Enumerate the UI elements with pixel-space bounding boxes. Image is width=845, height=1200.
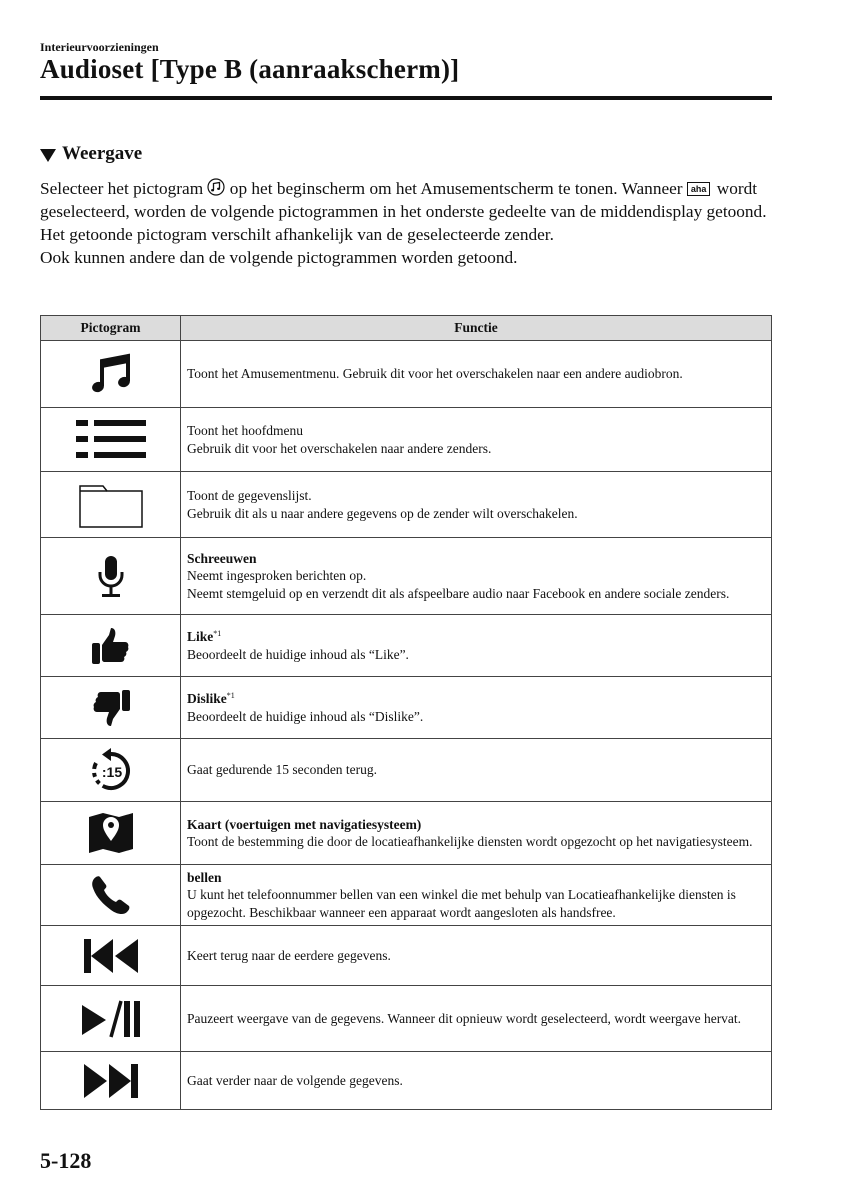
- table-header-row: [41, 316, 772, 341]
- row-description: bellen U kunt het telefoonnummer bellen van een winkel die met behulp van Locatieafhankelijke diensten is opgezocht. Beschikbaar wanneer een apparaat wordt aangesloten als handsfree.: [181, 865, 772, 926]
- table-row: [41, 926, 772, 986]
- page-title: Audioset [Type B (aanraakscherm)]: [40, 54, 460, 84]
- table-row: [41, 341, 772, 408]
- music-note-inline-icon: [207, 178, 225, 196]
- col-header-pictogram: Pictogram: [41, 316, 181, 341]
- next-track-icon: [41, 1052, 181, 1110]
- thumbs-up-icon: [41, 615, 181, 677]
- table-row: [41, 408, 772, 472]
- table-row: [41, 472, 772, 538]
- rewind-15-label: :15: [101, 764, 122, 780]
- table-row: [41, 538, 772, 615]
- folder-icon: [41, 472, 181, 538]
- table-row: [41, 1052, 772, 1110]
- col-header-functie: Functie: [181, 316, 772, 341]
- row-description: Toont de gegevenslijst. Gebruik dit als u naar andere gegevens op de zender wilt overschakelen.: [181, 472, 772, 538]
- play-pause-icon: [41, 986, 181, 1052]
- table-row: [41, 615, 772, 677]
- list-menu-icon: [41, 408, 181, 472]
- row-description: Keert terug naar de eerdere gegevens.: [181, 926, 772, 986]
- row-description: Gaat verder naar de volgende gegevens.: [181, 1052, 772, 1110]
- row-description: Kaart (voertuigen met navigatiesysteem) Toont de bestemming die door de locatieafhankelijke diensten wordt opgezocht op het navigatiesysteem.: [181, 802, 772, 865]
- table-row: [41, 802, 772, 865]
- row-description: Pauzeert weergave van de gegevens. Wanneer dit opnieuw wordt geselecteerd, wordt weergave hervat.: [181, 986, 772, 1052]
- row-description: Toont het hoofdmenu Gebruik dit voor het overschakelen naar andere zenders.: [181, 408, 772, 472]
- intro-line1-before: Selecteer het pictogram: [40, 179, 204, 198]
- phone-icon: [41, 865, 181, 926]
- intro-line3: Ook kunnen andere dan de volgende pictogrammen worden getoond.: [40, 248, 518, 267]
- page-number: 5-128: [40, 1148, 92, 1173]
- microphone-icon: [41, 538, 181, 615]
- aha-badge: aha: [687, 182, 711, 196]
- music-note-icon: [41, 341, 181, 408]
- thumbs-down-icon: [41, 677, 181, 739]
- triangle-bullet-icon: [40, 149, 56, 162]
- row-description: Like$^{*1}$ Beoordeelt de huidige inhoud als “Like”.: [181, 615, 772, 677]
- row-description: Schreeuwen Neemt ingesproken berichten op. Neemt stemgeluid op en verzendt dit als afspeelbare audio naar Facebook en andere sociale zenders.: [181, 538, 772, 615]
- row-description: Dislike$^{*1}$ Beoordeelt de huidige inhoud als “Dislike”.: [181, 677, 772, 739]
- intro-text: [40, 177, 775, 269]
- subheading: [40, 143, 142, 165]
- table-row: [41, 865, 772, 926]
- table-row: [41, 986, 772, 1052]
- intro-line1-after: op het beginscherm om het Amusementscherm te tonen. Wanneer: [229, 179, 683, 198]
- table-row: [41, 677, 772, 739]
- subheading-text: Weergave: [62, 143, 143, 164]
- map-pin-icon: [41, 802, 181, 865]
- row-description: Gaat gedurende 15 seconden terug.: [181, 739, 772, 802]
- rewind-15-icon: [41, 739, 181, 802]
- section-label: Interieurvoorzieningen: [40, 40, 159, 54]
- previous-track-icon: [41, 926, 181, 986]
- table-row: [41, 739, 772, 802]
- pictogram-table: [40, 315, 772, 1110]
- row-description: Toont het Amusementmenu. Gebruik dit voor het overschakelen naar een andere audiobron.: [181, 341, 772, 408]
- intro-line2: wordt geselecteerd, worden de volgende pictogrammen in het onderste gedeelte van de middendisplay getoond. Het getoonde pictogram verschilt afhankelijk van de geselecteerde zender.: [40, 179, 767, 244]
- title-rule: [40, 96, 772, 100]
